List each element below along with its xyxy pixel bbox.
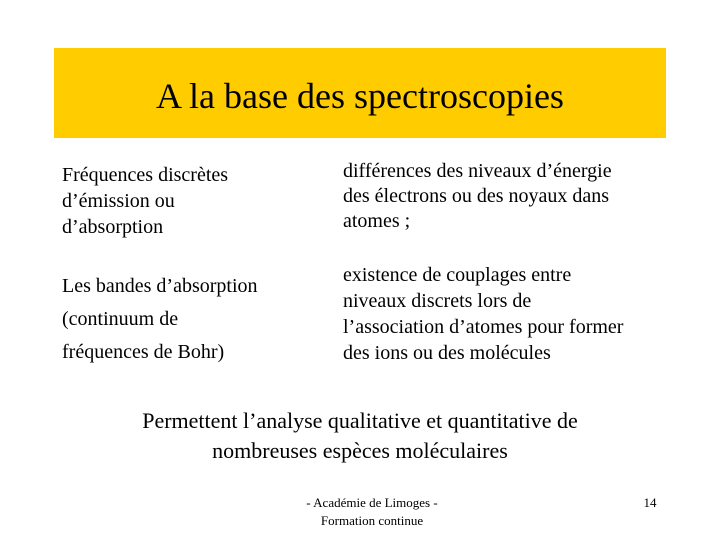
row1-description: [343, 159, 683, 234]
row2-description-line: existence de couplages entre: [343, 264, 572, 286]
row2-description-line: des ions ou des molécules: [343, 342, 551, 364]
row1-term-line: Fréquences discrètes: [62, 164, 229, 186]
row2-term: [62, 270, 322, 369]
slide-title: A la base des spectroscopies: [156, 76, 564, 116]
footer-institution: - Académie de Limoges -: [306, 495, 438, 510]
summary-line: Permettent l’analyse qualitative et quantitative de: [142, 408, 578, 433]
row1-term-line: d’émission ou: [62, 190, 175, 212]
row1-description-line: atomes ;: [343, 210, 411, 232]
footer-credit: [262, 494, 482, 530]
row2-description-line: niveaux discrets lors de: [343, 290, 532, 312]
row1-term-line: d’absorption: [62, 216, 164, 238]
page-number: 14: [643, 495, 657, 510]
row2-term-line: fréquences de Bohr): [62, 341, 225, 363]
row2-term-line: Les bandes d’absorption: [62, 275, 258, 297]
row2-description-line: l’association d’atomes pour former: [343, 316, 624, 338]
summary-line: nombreuses espèces moléculaires: [212, 438, 508, 463]
row1-term: [62, 162, 322, 240]
row2-description: [343, 262, 693, 366]
row2-term-line: (continuum de: [62, 308, 179, 330]
footer-department: Formation continue: [320, 513, 424, 528]
row1-description-line: des électrons ou des noyaux dans: [343, 185, 610, 207]
summary-statement: [0, 406, 720, 466]
row1-description-line: différences des niveaux d’énergie: [343, 160, 612, 182]
